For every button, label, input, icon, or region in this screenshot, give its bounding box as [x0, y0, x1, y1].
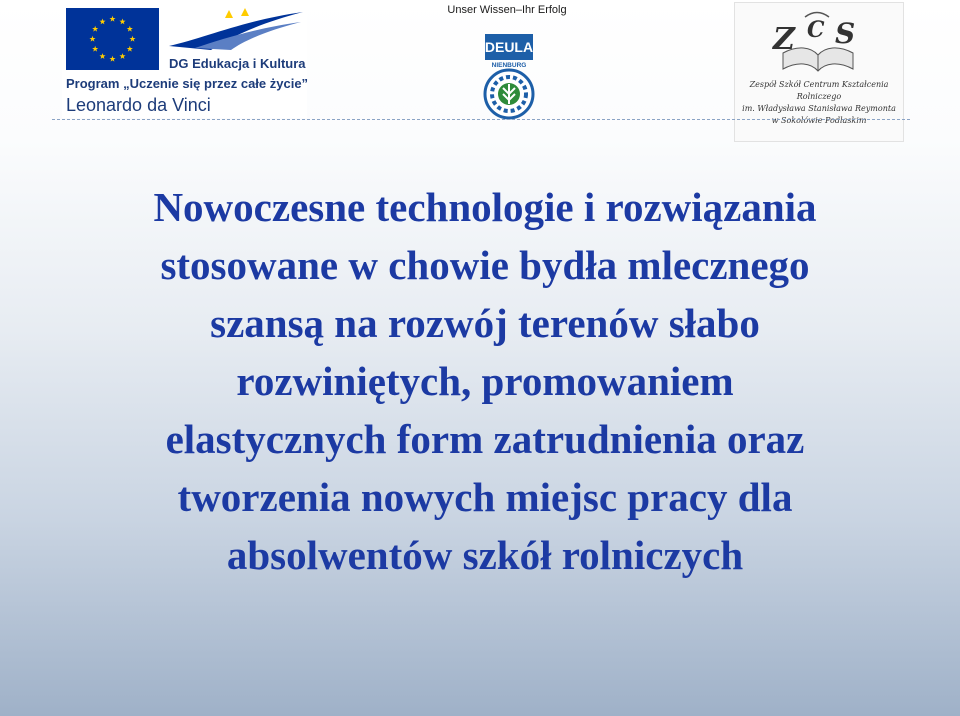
title-line: stosowane w chowie bydła mlecznego [160, 242, 810, 288]
eu-flag-icon [66, 8, 159, 70]
zsc-caption-line: Zespół Szkół Centrum Kształcenia Rolniczego [749, 80, 889, 101]
title-line: rozwiniętych, promowaniem [236, 358, 734, 404]
title-line: Nowoczesne technologie i rozwiązania [153, 184, 817, 230]
header-divider [52, 119, 910, 120]
eu-leonardo-logo [62, 6, 307, 118]
open-book-icon [763, 9, 873, 77]
zsc-letter-z: Z [773, 22, 795, 57]
title-line: absolwentów szkół rolniczych [226, 532, 744, 578]
dg-education-culture-text: DG Edukacja i Kultura [169, 56, 306, 71]
lifelong-learning-swoosh-icon [165, 8, 307, 52]
title-line: szansą na rozwój terenów słabo [210, 300, 760, 346]
title-line: tworzenia nowych miejsc pracy dla [177, 474, 793, 520]
zsc-letter-c: C [807, 17, 825, 43]
zsc-school-logo [734, 2, 904, 142]
zsc-caption-line: w Sokolówie Podlaskim [771, 116, 867, 125]
slide-title [80, 178, 890, 584]
deula-nienburg-logo [432, 4, 582, 122]
zsc-caption-line: im. Władysława Stanisława Reymonta [742, 104, 896, 113]
zsc-letter-s: S [835, 17, 856, 50]
deula-name-text: DEULA [484, 39, 534, 55]
deula-city-text: NIENBURG [491, 62, 527, 69]
leonardo-da-vinci-text: Leonardo da Vinci [66, 95, 211, 115]
logo-header [0, 0, 960, 124]
lifelong-learning-program-text: Program „Uczenie się przez całe życie” [66, 76, 309, 91]
title-line: elastycznych form zatrudnienia oraz [165, 416, 805, 462]
deula-badge-icon [479, 22, 539, 122]
deula-slogan: Unser Wissen–Ihr Erfolg [447, 4, 567, 16]
